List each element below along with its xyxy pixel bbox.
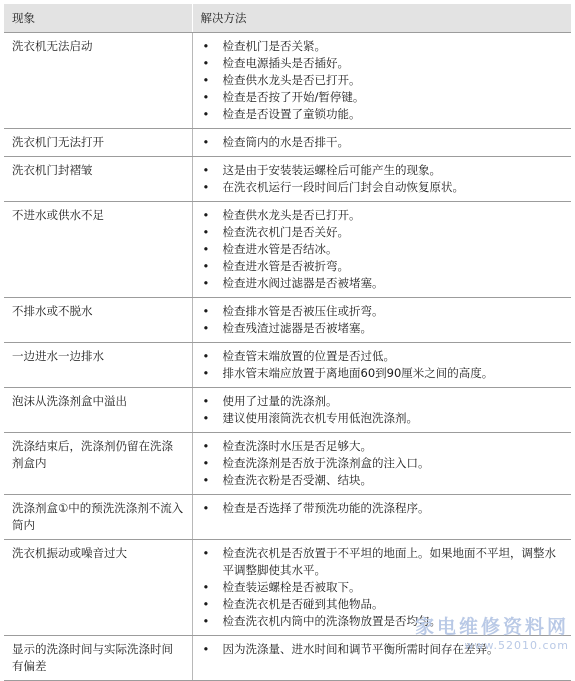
list-item [201,348,564,365]
solution-list [201,38,564,123]
problem-cell: 洗涤剂盒①中的预洗洗涤剂不流入筒内 [4,495,192,540]
solution-cell [192,298,571,343]
table-row [4,202,571,298]
bullet-icon: • [202,501,210,515]
solution-text: 检查筒内的水是否排干。 [222,135,349,149]
list-item [201,162,564,179]
bullet-icon: • [202,614,210,628]
list-item [201,393,564,410]
list-item [201,579,564,596]
problem-cell: 洗衣机振动或噪音过大 [4,540,192,636]
solution-list [201,641,564,658]
bullet-icon: • [202,259,210,273]
bullet-icon: • [202,90,210,104]
list-item [201,55,564,72]
table-row [4,33,571,129]
troubleshooting-table [4,4,571,681]
header-solution: 解决方法 [192,4,571,33]
bullet-icon: • [202,56,210,70]
solution-list [201,500,564,517]
list-item [201,134,564,151]
solution-text: 检查洗衣机是否碰到其他物品。 [222,597,384,611]
solution-list [201,348,564,382]
solution-cell [192,157,571,202]
solution-text: 检查洗衣机门是否关好。 [222,225,349,239]
header-problem: 现象 [4,4,192,33]
table-row [4,433,571,495]
problem-cell: 洗衣机门封褶皱 [4,157,192,202]
solution-cell [192,540,571,636]
problem-cell: 不进水或供水不足 [4,202,192,298]
solution-text: 检查排水管是否被压住或折弯。 [222,304,384,318]
solution-text: 检查电源插头是否插好。 [222,56,349,70]
bullet-icon: • [202,304,210,318]
table-header-row [4,4,571,33]
list-item [201,106,564,123]
bullet-icon: • [202,411,210,425]
bullet-icon: • [202,107,210,121]
bullet-icon: • [202,546,210,560]
solution-cell [192,343,571,388]
problem-cell: 显示的洗涤时间与实际洗涤时间有偏差 [4,636,192,681]
bullet-icon: • [202,135,210,149]
solution-cell [192,636,571,681]
solution-text: 检查装运螺栓是否被取下。 [222,580,361,594]
solution-text: 检查是否按了开始/暂停键。 [222,90,365,104]
bullet-icon: • [202,208,210,222]
solution-text: 使用了过量的洗涤剂。 [222,394,338,408]
list-item [201,641,564,658]
bullet-icon: • [202,349,210,363]
table-row [4,495,571,540]
solution-list [201,162,564,196]
bullet-icon: • [202,642,210,656]
bullet-icon: • [202,180,210,194]
solution-text: 建议使用滚筒洗衣机专用低泡洗涤剂。 [222,411,418,425]
solution-text: 在洗衣机运行一段时间后门封会自动恢复原状。 [222,180,464,194]
list-item [201,320,564,337]
table-row [4,157,571,202]
table-row [4,129,571,157]
solution-text: 这是由于安装装运螺栓后可能产生的现象。 [222,163,441,177]
bullet-icon: • [202,394,210,408]
list-item [201,89,564,106]
problem-cell: 洗涤结束后，洗涤剂仍留在洗涤剂盒内 [4,433,192,495]
list-item [201,545,564,579]
table-row [4,540,571,636]
list-item [201,72,564,89]
problem-cell: 泡沫从洗涤剂盒中溢出 [4,388,192,433]
bullet-icon: • [202,473,210,487]
list-item [201,365,564,382]
solution-list [201,303,564,337]
bullet-icon: • [202,225,210,239]
watermark-title: 家电维修资料网 [414,616,569,638]
list-item [201,613,564,630]
solution-list [201,438,564,489]
solution-text: 检查供水龙头是否已打开。 [222,208,361,222]
solution-list [201,207,564,292]
problem-cell: 不排水或不脱水 [4,298,192,343]
solution-text: 检查进水管是否被折弯。 [222,259,349,273]
list-item [201,410,564,427]
list-item [201,596,564,613]
solution-cell [192,388,571,433]
solution-text: 检查供水龙头是否已打开。 [222,73,361,87]
table-row [4,298,571,343]
solution-text: 检查残渣过滤器是否被堵塞。 [222,321,372,335]
table-row [4,388,571,433]
watermark-url: www.52010.com [464,639,569,652]
solution-text: 检查洗涤剂是否放于洗涤剂盒的注入口。 [222,456,430,470]
list-item [201,241,564,258]
solution-text: 检查是否设置了童锁功能。 [222,107,361,121]
list-item [201,224,564,241]
table-row [4,636,571,681]
list-item [201,500,564,517]
solution-text: 排水管末端应放置于离地面60到90厘米之间的高度。 [222,366,494,380]
list-item [201,472,564,489]
list-item [201,38,564,55]
solution-text: 因为洗涤量、进水时间和调节平衡所需时间存在差异。 [222,642,499,656]
solution-text: 检查是否选择了带预洗功能的洗涤程序。 [222,501,430,515]
solution-cell [192,202,571,298]
solution-cell [192,495,571,540]
list-item [201,258,564,275]
bullet-icon: • [202,597,210,611]
solution-cell [192,33,571,129]
problem-cell: 洗衣机门无法打开 [4,129,192,157]
solution-text: 检查洗衣机是否放置于不平坦的地面上。如果地面不平坦，调整水平调整脚使其水平。 [222,546,556,577]
bullet-icon: • [202,163,210,177]
solution-list [201,393,564,427]
list-item [201,275,564,292]
bullet-icon: • [202,321,210,335]
list-item [201,179,564,196]
bullet-icon: • [202,39,210,53]
list-item [201,207,564,224]
problem-cell: 洗衣机无法启动 [4,33,192,129]
list-item [201,455,564,472]
list-item [201,303,564,320]
bullet-icon: • [202,276,210,290]
bullet-icon: • [202,580,210,594]
bullet-icon: • [202,439,210,453]
solution-text: 检查进水管是否结冰。 [222,242,338,256]
problem-cell: 一边进水一边排水 [4,343,192,388]
bullet-icon: • [202,73,210,87]
solution-text: 检查机门是否关紧。 [222,39,326,53]
solution-cell [192,129,571,157]
solution-text: 检查管末端放置的位置是否过低。 [222,349,395,363]
bullet-icon: • [202,456,210,470]
solution-text: 检查洗衣粉是否受潮、结块。 [222,473,372,487]
table-row [4,343,571,388]
solution-list [201,134,564,151]
solution-text: 检查洗涤时水压是否足够大。 [222,439,372,453]
solution-cell [192,433,571,495]
bullet-icon: • [202,242,210,256]
bullet-icon: • [202,366,210,380]
solution-text: 检查洗衣机内筒中的洗涤物放置是否均匀。 [222,614,441,628]
solution-text: 检查进水阀过滤器是否被堵塞。 [222,276,384,290]
solution-list [201,545,564,630]
list-item [201,438,564,455]
